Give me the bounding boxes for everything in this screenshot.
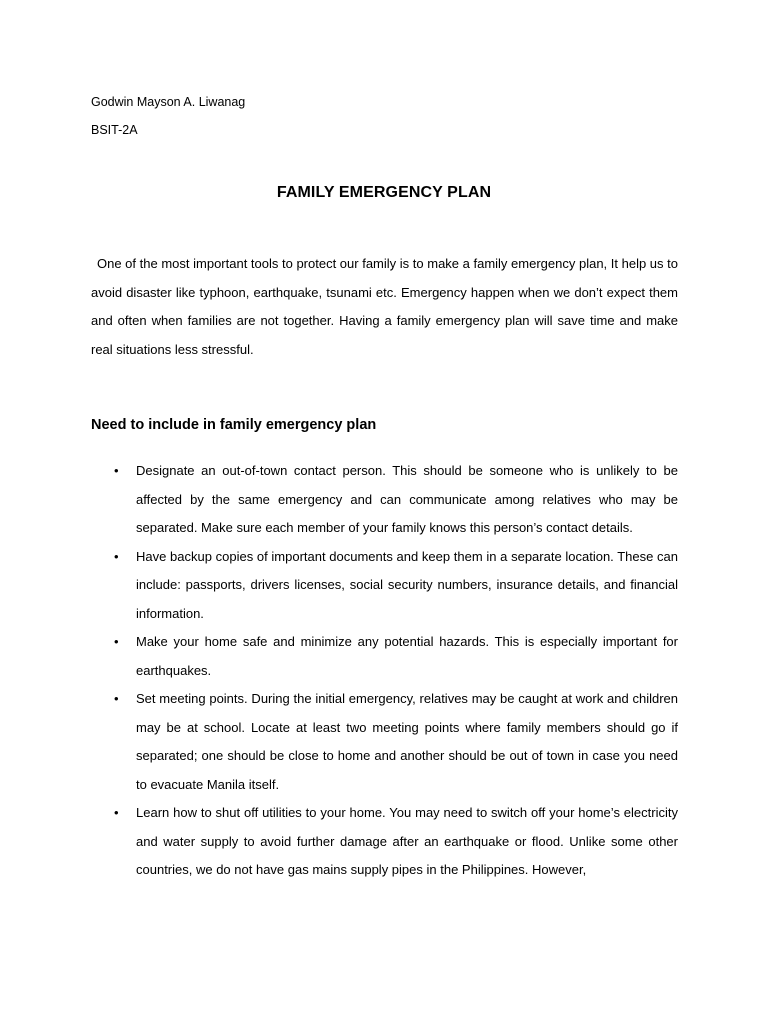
list-item-text: Set meeting points. During the initial emergency, relatives may be caught at work and children may be at school. Locate at least two meeting points where family members should go if separated; one should be close to home and another should be out of town in case you need to evacuate Manila itself. xyxy=(136,691,678,792)
list-item xyxy=(91,799,678,885)
list-item-text: Designate an out-of-town contact person. This should be someone who is unlikely to be affected by the same emergency and can communicate among relatives who may be separated. Make sure each member of your family knows this person’s contact details. xyxy=(136,463,678,535)
list-item xyxy=(91,543,678,629)
list-item xyxy=(91,628,678,685)
bullet-icon: • xyxy=(114,634,119,649)
list-item-text: Make your home safe and minimize any potential hazards. This is especially important for earthquakes. xyxy=(136,634,678,678)
list-item-text: Learn how to shut off utilities to your home. You may need to switch off your home’s electricity and water supply to avoid further damage after an earthquake or flood. Unlike some other countries, we do not have gas mains supply pipes in the Philippines. However, xyxy=(136,805,678,877)
bullet-icon: • xyxy=(114,805,119,820)
page-title: FAMILY EMERGENCY PLAN xyxy=(276,184,492,201)
bullet-icon: • xyxy=(114,548,119,564)
bullet-icon: • xyxy=(114,691,119,706)
intro-paragraph: One of the most important tools to protect our family is to make a family emergency plan, It help us to avoid disaster like typhoon, earthquake, tsunami etc. Emergency happen when we don’t expect them and often when families are not together. Having a family emergency plan will save time and make real situations less stressful. xyxy=(91,256,678,357)
bullet-icon: • xyxy=(114,463,119,478)
list-item-text: Have backup copies of important documents and keep them in a separate location. These can include: passports, drivers licenses, social security numbers, insurance details, and financial information. xyxy=(136,548,678,621)
section-heading: Need to include in family emergency plan xyxy=(91,417,377,433)
list-item xyxy=(91,685,678,799)
list-item xyxy=(91,457,678,543)
bullet-list xyxy=(91,457,678,885)
author-name: Godwin Mayson A. Liwanag xyxy=(91,95,246,109)
class-section: BSIT-2A xyxy=(91,123,138,137)
